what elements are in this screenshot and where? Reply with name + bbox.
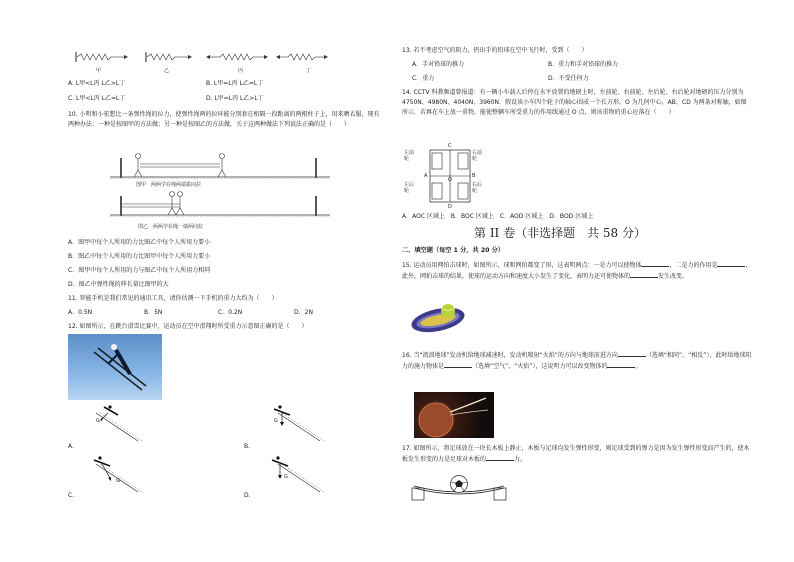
- q14-label-d: D: [448, 204, 452, 210]
- q10-option-c: C．图甲中每个人所用的力与图乙中每个人所用力相同: [68, 267, 211, 274]
- q13-option-d: D．不受任何力: [548, 75, 589, 82]
- spring-jia: [76, 52, 128, 62]
- part-two-title: 第 II 卷（非选择题 共 58 分）: [474, 226, 647, 240]
- q10-fig-jia: [110, 154, 330, 179]
- q10-option-d: D．图乙中弹性绳的伸长量比图甲的大: [68, 281, 169, 288]
- q16-text-b: （选填“相同”、“相反”），此时给地球阻力的施力物体是: [402, 352, 752, 370]
- spring-bing-label: 丙: [238, 68, 244, 74]
- left-column: [40, 0, 380, 562]
- q12-force-label-b: G: [274, 418, 278, 424]
- q12-option-b: B.: [244, 443, 251, 450]
- q12-diagram-c: [86, 456, 146, 494]
- q12-option-a: A.: [68, 443, 74, 450]
- q14-label-left-front: 左前轮: [404, 150, 415, 162]
- q17-text-a: 17. 如图所示，将足球放在一块长木板上静止，木板与足球均发生弹性形变，则足球受到的弹力是因为发生弹性形变而产生的，使木板发生形变的力是足球对木板的: [402, 445, 750, 463]
- q15-text-c: ，此外，网拍击球的结果，使球的运动方向和速度大小发生了变化，表明力还可使物体的: [402, 262, 752, 280]
- spring-jia-label: 甲: [96, 68, 102, 74]
- q10-option-a: A．图甲中每个人所用的力比图乙中每个人所用力要小: [68, 239, 211, 246]
- q16-text: [402, 350, 752, 372]
- spring-figures: [76, 46, 336, 70]
- spring-ding: [276, 54, 328, 60]
- q9-option-d: D. L甲=L丙 L乙>L丁: [206, 95, 264, 102]
- q15-text-a: 15. 运动员用网拍击球时，如图所示，球和网拍都变了形，这表明两点：一是力可以使物体: [402, 262, 642, 269]
- q17-text-b: 力。: [514, 456, 527, 463]
- q14-options: A．AOC 区域上 B．BOC 区域上 C．AOD 区域上 D．BOD 区域上: [402, 213, 594, 220]
- q11-option-c: C．0.2N: [218, 309, 243, 316]
- q16-blank-2[interactable]: [444, 361, 472, 368]
- q12-option-d: D.: [244, 492, 251, 499]
- q11-option-a: A．0.5N: [68, 309, 93, 316]
- q12-option-c: C.: [68, 492, 75, 499]
- q11-option-b: B．5N: [144, 309, 163, 316]
- football-on-board-diagram: [410, 474, 510, 504]
- q12-force-label-c: G: [116, 478, 120, 484]
- q15-blank-3[interactable]: [630, 271, 658, 278]
- ski-jump-photo: [68, 334, 162, 400]
- q14-label-b: B: [472, 173, 476, 179]
- q12-force-label-a: G: [96, 418, 100, 424]
- q10-fig1-caption: 图甲 两两学在绳两端拔向拉: [136, 182, 202, 188]
- q11-text: 11. 智能手机是我们常见的通讯工具，请你估测一下手机的重力大约为（ ）: [68, 295, 278, 302]
- q14-label-o: O: [448, 177, 452, 183]
- q9-option-c: C. L甲<L丙 L乙=L丁: [68, 95, 126, 102]
- right-column: [402, 0, 754, 562]
- q10-option-b: B．图乙中每个人所用的力比图甲中每个人所用力要小: [68, 253, 211, 260]
- q14-label-right-front: 右前轮: [472, 150, 483, 162]
- q14-label-right-rear: 右后轮: [472, 182, 483, 194]
- q10-text: 10. 小明和小宏想比一条弹性绳的拉力，使弹性绳两的拉环能分别套在相隔一段距离的两根柱子上，用来晒衣服，现有两种办法：一种是按图甲的方法做；另一种是按图乙的方法做，关于这两种做法下列说法正确的是（ ）: [68, 111, 380, 128]
- q15-text-d: 发生改变。: [658, 273, 689, 280]
- q13-option-b: B．重力和手对铅球的推力: [548, 61, 619, 68]
- q15-blank-2[interactable]: [717, 260, 745, 267]
- q15-text-b: ，二是力的作用是: [669, 262, 718, 269]
- spring-yi-label: 乙: [164, 68, 170, 74]
- q14-label-left-rear: 左后轮: [404, 182, 415, 194]
- fill-blank-section-title: 二、填空题（每空 1 分，共 20 分）: [402, 247, 504, 254]
- q14-text: 14. CCTV 科教频道曾报道：有一辆小车载人后停在水平放置的地磅上时，左前轮、右前轮、左后轮、右后轮对地磅的压力分别为 4750N、4980N、4040N、3960N．假设该小车四个轮子的轴心围成一个长方形，O 为几何中心，AB、CD 为两条对称轴，如图所示．若再在车上放一重物，能使整辆车所受重力的作用线通过 O 点，则该重物的重心应落在（ ）: [402, 89, 747, 116]
- q9-option-b: B. L甲=L丙 L乙=L丁: [206, 80, 264, 87]
- q16-blank-3[interactable]: [607, 361, 635, 368]
- q16-text-d: 。: [635, 363, 642, 370]
- q16-blank-1[interactable]: [618, 350, 646, 357]
- q10-fig2-caption: 图乙 两两学在绳一端两向拉: [138, 224, 204, 230]
- q12-diagram-a: [86, 405, 146, 443]
- q12-force-label-d: G: [284, 474, 288, 480]
- spring-ding-label: 丁: [306, 68, 312, 74]
- spring-yi: [146, 52, 192, 62]
- q14-label-c: C: [448, 143, 452, 149]
- q15-text: [402, 260, 752, 282]
- q14-label-a: A: [424, 173, 428, 179]
- q11-option-d: D．2N: [294, 309, 313, 316]
- q12-diagram-d: [268, 456, 328, 494]
- wandering-earth-image: [414, 392, 494, 438]
- q15-blank-1[interactable]: [641, 260, 669, 267]
- tennis-racket-image: [408, 298, 470, 342]
- q17-text: [402, 444, 752, 465]
- q13-option-c: C．重力: [412, 75, 435, 82]
- q13-text: 13. 若不考虑空气的阻力，扔出手的铅球在空中飞行时，受到（ ）: [402, 47, 588, 54]
- q12-text: 12. 如图所示，在跳台滑雪比赛中，运动员在空中滑翔时所受重力示意图正确的是（ ）: [68, 323, 308, 330]
- q16-text-c: （选填“空气”、“火焰”），这说明力可以改变物体的: [472, 363, 608, 370]
- spring-bing: [206, 54, 268, 60]
- q10-fig-yi: [110, 192, 330, 217]
- q13-option-a: A．手对铅球的推力: [412, 61, 465, 68]
- q17-blank-1[interactable]: [486, 454, 514, 461]
- q16-text-a: 16. 当“流浪地球”发动机给地球减速时，发动机喷射“火焰”的方向与地球前进方向: [402, 352, 618, 359]
- q9-option-a: A. L甲<L丙 L乙>L丁: [68, 80, 126, 87]
